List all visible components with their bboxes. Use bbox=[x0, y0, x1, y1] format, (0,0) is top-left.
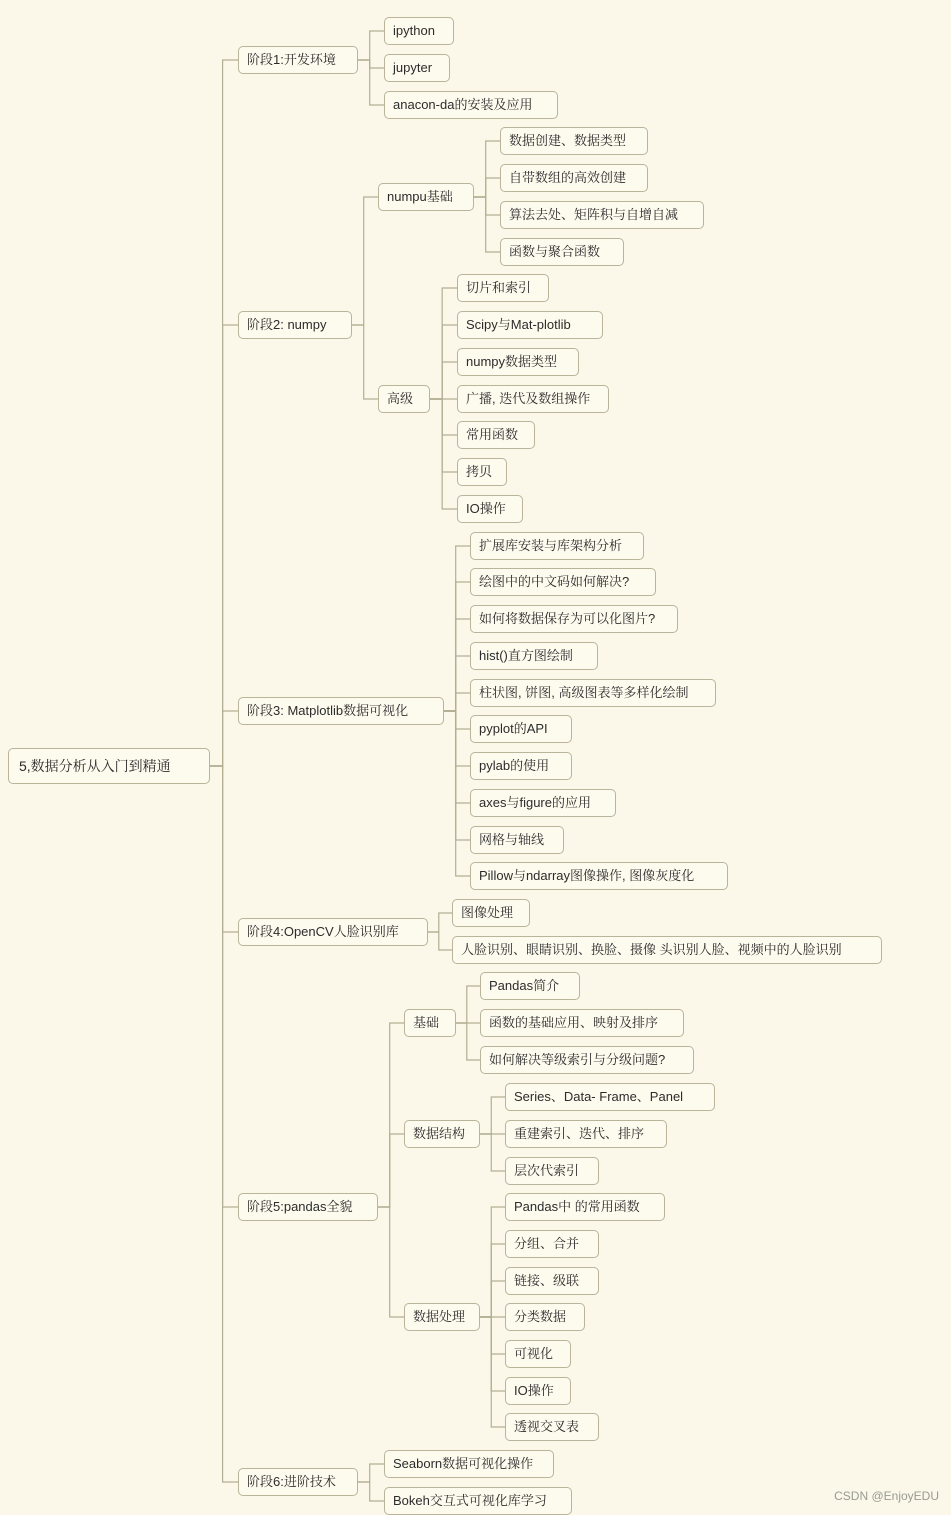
branch-child-node[interactable]: 如何将数据保存为可以化图片? bbox=[470, 605, 678, 633]
leaf-node[interactable]: 如何解决等级索引与分级问题? bbox=[480, 1046, 694, 1074]
branch-child-node[interactable]: numpu基础 bbox=[378, 183, 474, 211]
leaf-node[interactable]: 拷贝 bbox=[457, 458, 507, 486]
branch-child-node[interactable]: 数据处理 bbox=[404, 1303, 480, 1331]
leaf-node[interactable]: numpy数据类型 bbox=[457, 348, 579, 376]
leaf-node[interactable]: Series、Data- Frame、Panel bbox=[505, 1083, 715, 1111]
branch-child-node[interactable]: axes与figure的应用 bbox=[470, 789, 616, 817]
branch-child-node[interactable]: 基础 bbox=[404, 1009, 456, 1037]
branch-node[interactable]: 阶段6:进阶技术 bbox=[238, 1468, 358, 1496]
branch-node[interactable]: 阶段5:pandas全貌 bbox=[238, 1193, 378, 1221]
branch-child-node[interactable]: 人脸识别、眼睛识别、换脸、摄像 头识别人脸、视频中的人脸识别 bbox=[452, 936, 882, 964]
branch-child-node[interactable]: pyplot的API bbox=[470, 715, 572, 743]
branch-child-node[interactable]: Pillow与ndarray图像操作, 图像灰度化 bbox=[470, 862, 728, 890]
root-node[interactable]: 5,数据分析从入门到精通 bbox=[8, 748, 210, 784]
leaf-node[interactable]: 可视化 bbox=[505, 1340, 571, 1368]
leaf-node[interactable]: 透视交叉表 bbox=[505, 1413, 599, 1441]
branch-child-node[interactable]: 扩展库安装与库架构分析 bbox=[470, 532, 644, 560]
leaf-node[interactable]: 重建索引、迭代、排序 bbox=[505, 1120, 667, 1148]
branch-child-node[interactable]: Bokeh交互式可视化库学习 bbox=[384, 1487, 572, 1515]
leaf-node[interactable]: 自带数组的高效创建 bbox=[500, 164, 648, 192]
leaf-node[interactable]: IO操作 bbox=[457, 495, 523, 523]
leaf-node[interactable]: 函数与聚合函数 bbox=[500, 238, 624, 266]
branch-child-node[interactable]: 高级 bbox=[378, 385, 430, 413]
leaf-node[interactable]: Pandas简介 bbox=[480, 972, 580, 1000]
branch-child-node[interactable]: 图像处理 bbox=[452, 899, 530, 927]
branch-child-node[interactable]: Seaborn数据可视化操作 bbox=[384, 1450, 554, 1478]
branch-node[interactable]: 阶段1:开发环境 bbox=[238, 46, 358, 74]
leaf-node[interactable]: IO操作 bbox=[505, 1377, 571, 1405]
branch-node[interactable]: 阶段4:OpenCV人脸识别库 bbox=[238, 918, 428, 946]
branch-child-node[interactable]: jupyter bbox=[384, 54, 450, 82]
leaf-node[interactable]: 层次代索引 bbox=[505, 1157, 599, 1185]
branch-child-node[interactable]: 网格与轴线 bbox=[470, 826, 564, 854]
leaf-node[interactable]: Scipy与Mat-plotlib bbox=[457, 311, 603, 339]
leaf-node[interactable]: 切片和索引 bbox=[457, 274, 549, 302]
leaf-node[interactable]: 分组、合并 bbox=[505, 1230, 599, 1258]
leaf-node[interactable]: 算法去处、矩阵积与自增自减 bbox=[500, 201, 704, 229]
branch-child-node[interactable]: 数据结构 bbox=[404, 1120, 480, 1148]
leaf-node[interactable]: 数据创建、数据类型 bbox=[500, 127, 648, 155]
branch-child-node[interactable]: 绘图中的中文码如何解决? bbox=[470, 568, 656, 596]
branch-child-node[interactable]: pylab的使用 bbox=[470, 752, 572, 780]
leaf-node[interactable]: 广播, 迭代及数组操作 bbox=[457, 385, 609, 413]
leaf-node[interactable]: 分类数据 bbox=[505, 1303, 585, 1331]
branch-node[interactable]: 阶段3: Matplotlib数据可视化 bbox=[238, 697, 444, 725]
watermark: CSDN @EnjoyEDU bbox=[834, 1489, 939, 1503]
branch-node[interactable]: 阶段2: numpy bbox=[238, 311, 352, 339]
leaf-node[interactable]: 函数的基础应用、映射及排序 bbox=[480, 1009, 684, 1037]
branch-child-node[interactable]: 柱状图, 饼图, 高级图表等多样化绘制 bbox=[470, 679, 716, 707]
branch-child-node[interactable]: hist()直方图绘制 bbox=[470, 642, 598, 670]
branch-child-node[interactable]: ipython bbox=[384, 17, 454, 45]
leaf-node[interactable]: 链接、级联 bbox=[505, 1267, 599, 1295]
branch-child-node[interactable]: anacon-da的安装及应用 bbox=[384, 91, 558, 119]
leaf-node[interactable]: 常用函数 bbox=[457, 421, 535, 449]
leaf-node[interactable]: Pandas中 的常用函数 bbox=[505, 1193, 665, 1221]
